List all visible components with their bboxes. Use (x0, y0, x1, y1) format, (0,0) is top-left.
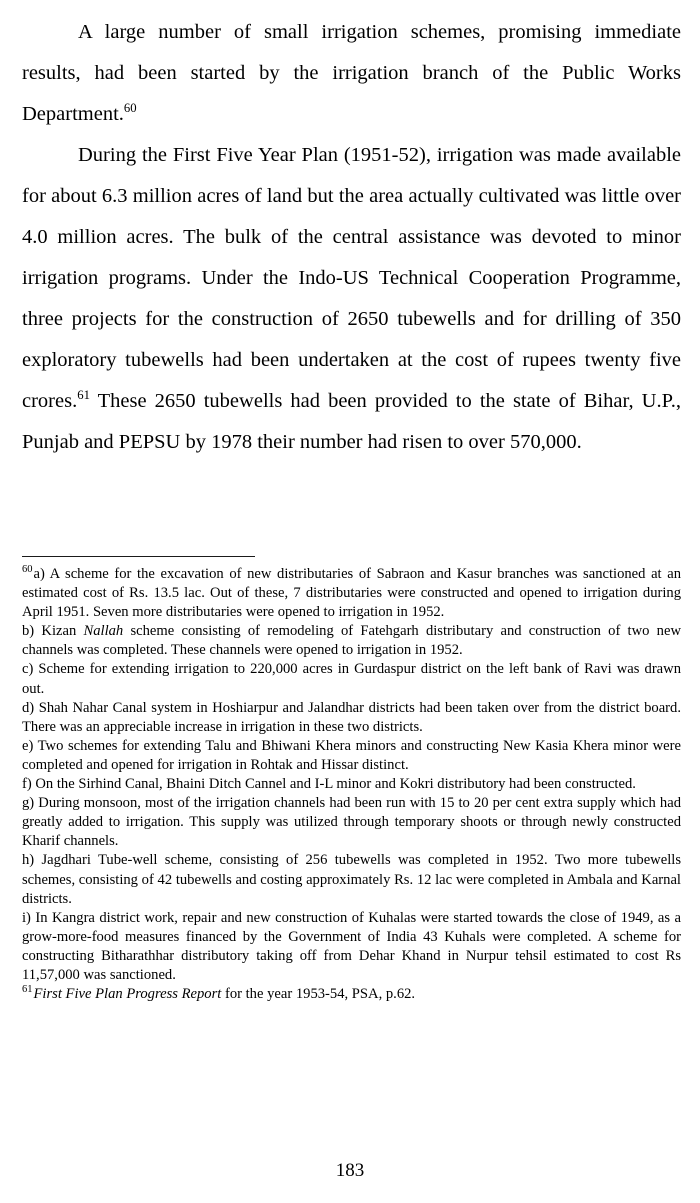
footnote-f-label: f) (22, 776, 32, 793)
footnote-h-label: h) (22, 852, 35, 869)
footnote-item-c (22, 660, 681, 698)
footnote-e-text: Two schemes for extending Talu and Bhiwani Khera minors and constructing New Kasia Khera minor were completed and opened for irrigation in Rohtak and Hissar distinct. (22, 737, 681, 773)
footnote-b-text-after-italic: scheme consisting of remodeling of Fatehgarh distributary and construction of two new channels was completed. These channels were opened to irrigation in 1952. (22, 623, 681, 659)
footnote-a-text: A scheme for the excavation of new distributaries of Sabraon and Kasur branches was sanctioned at an estimated cost of Rs. 13.5 lac. Out of these, 7 distributaries were constructed and opened to irrigation during April 1951. Seven more distributaries were opened to irrigation in 1952. (22, 566, 681, 621)
footnote-item-61 (22, 985, 681, 1004)
footnote-number-61: 61 (22, 984, 33, 996)
footnote-reference-60: 60 (123, 101, 137, 116)
footnote-d-text: Shah Nahar Canal system in Hoshiarpur and Jalandhar districts had been taken over from the district board. There was an appreciable increase in irrigation in these two districts. (22, 699, 681, 735)
paragraph-2-text-part-1: During the First Five Year Plan (1951-52), irrigation was made available for about 6.3 million acres of land but the area actually cultivated was little over 4.0 million acres. The bulk of the central assistance was devoted to minor irrigation programs. Under the Indo-US Technical Cooperation Programme, three projects for the construction of 2650 tubewells and for drilling of 350 exploratory tubewells had been undertaken at the cost of rupees twenty five crores. (22, 144, 681, 412)
footnote-item-i (22, 909, 681, 985)
footnote-a-label: a) (33, 566, 45, 582)
footnote-item-a (22, 565, 681, 622)
footnote-item-d (22, 699, 681, 737)
footnote-g-label: g) (22, 795, 35, 812)
footnote-61-text: for the year 1953-54, PSA, p.62. (221, 986, 416, 1003)
footnote-area (22, 556, 681, 1004)
body-text-area (22, 12, 681, 463)
body-paragraph-2 (22, 135, 681, 463)
footnote-f-text: On the Sirhind Canal, Bhaini Ditch Cannel and I-L minor and Kokri distributory had been constructed. (31, 776, 636, 793)
footnote-c-text: Scheme for extending irrigation to 220,000 acres in Gurdaspur district on the left bank of Ravi was drawn out. (22, 661, 681, 697)
footnote-b-italic-term: Nallah (83, 623, 124, 640)
page-number: 183 (335, 1160, 365, 1181)
footnote-item-e (22, 737, 681, 775)
footnote-i-text: In Kangra district work, repair and new construction of Kuhalas were started towards the close of 1949, as a grow-more-food measures financed by the Government of India 43 Kuhals were completed. A scheme for constructing Bitharathhar distributory taking off from Dehar Khand in Nurpur tehsil estimated to cost Rs 11,57,000 was sanctioned. (22, 909, 681, 983)
footnote-61-title: First Five Plan Progress Report (33, 986, 222, 1003)
footnote-h-text: Jagdhari Tube-well scheme, consisting of 256 tubewells was completed in 1952. Two more tubewells schemes, consisting of 42 tubewells and costing approximately Rs. 12 lac were completed in Ambala and Karnal districts. (22, 852, 681, 907)
footnote-i-label: i) (22, 909, 31, 926)
footnote-separator-rule (22, 556, 255, 557)
footnote-b-text-before-italic: Kizan (34, 623, 84, 640)
body-paragraph-1 (22, 12, 681, 135)
footnote-d-label: d) (22, 699, 35, 716)
footnote-b-label: b) (22, 623, 35, 640)
paragraph-1-text: A large number of small irrigation schemes, promising immediate results, had been started by the irrigation branch of the Public Works Department. (22, 21, 681, 125)
footnote-c-label: c) (22, 661, 34, 678)
footnote-item-b (22, 622, 681, 660)
footnote-item-f (22, 775, 681, 794)
paragraph-2-text-part-2: These 2650 tubewells had been provided to the state of Bihar, U.P., Punjab and PEPSU by 1978 their number had risen to over 570,000. (22, 390, 681, 453)
footnote-number-60: 60 (22, 564, 33, 576)
footnote-reference-61: 61 (77, 388, 90, 403)
footnote-item-h (22, 851, 681, 908)
footnote-g-text: During monsoon, most of the irrigation channels had been run with 15 to 20 per cent extra supply which had greatly added to irrigation. This supply was utilized through temporary shoots or through newly constructed Kharif channels. (22, 795, 681, 850)
footnote-item-g (22, 794, 681, 851)
footnote-e-label: e) (22, 737, 34, 754)
